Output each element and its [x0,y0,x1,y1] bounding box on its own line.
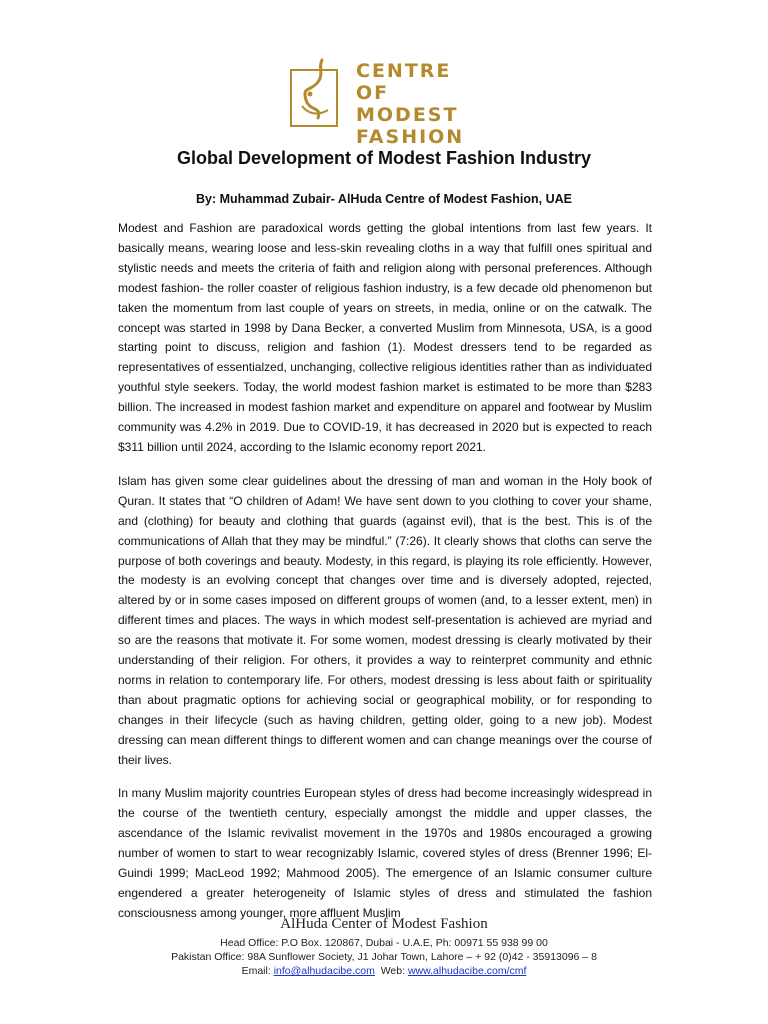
calligraphy-logo-icon [288,56,340,128]
logo-line-3: FASHION [356,126,465,148]
footer-contact [0,965,768,977]
email-label: Email: [241,965,271,977]
logo-wordmark [356,60,494,148]
email-link[interactable]: info@alhudacibe.com [273,965,375,977]
web-link[interactable]: www.alhudacibe.com/cmf [407,965,527,977]
logo-line-1: CENTRE [356,60,452,82]
author-byline: By: Muhammad Zubair- AlHuda Centre of Modest Fashion, UAE [196,192,572,206]
centre-logo [284,54,494,148]
page-title: Global Development of Modest Fashion Industry [176,148,592,168]
paragraph: Modest and Fashion are paradoxical words getting the global intentions from last few years. It basically means, wearing loose and less-skin revealing cloths in a way that fulfill ones spiritual and stylistic needs and meets the criteria of faith and religion along with personal preferences. Although modest fashion- the roller coaster of religious fashion industry, is a few decade old phenomenon but taken the momentum from last couple of years on streets, in media, online or on the catwalk. The concept was started in 1998 by Dana Becker, a converted Muslim from Minnesota, USA, is a good starting point to discuss, religion and fashion (1). Modest dressers tend to be regarded as representatives of essentialzed, unchanging, collective religious identities rather than as individuated youthful style seekers. Today, the world modest fashion market is estimated to be more than $283 billion. The increased in modest fashion market and expenditure on apparel and footwear by Muslim community was 4.2% in 2019. Due to COVID-19, it has decreased in 2020 but is expected to reach $311 billion until 2024, according to the Islamic economy report 2021. [118,221,652,454]
footer-pakistan-office: Pakistan Office: 98A Sunflower Society, J1 Johar Town, Lahore – + 92 (0)42 - 35913096 – 8 [171,951,597,963]
paragraph: Islam has given some clear guidelines about the dressing of man and woman in the Holy book of Quran. It states that “O children of Adam! We have sent down to you clothing to cover your shame, and (clothing) for beauty and clothing that guards (against evil), that is the best. This is of the communications of Allah that they may be mindful.” (7:26). It clearly shows that cloths can serve the purpose of both coverings and beauty. Modesty, in this regard, is playing its role efficiently. However, the modesty is an evolving concept that changes over time and is diversely adopted, rejected, altered by or in some cases imposed on different groups of women (and, to a lesser extent, men) in different times and places. The ways in which modest self-presentation is achieved are myriad and so are the reasons that motivate it. For some women, modest dressing is clearly motivated by their understanding of their religion. For others, it provides a way to reinterpret community and ethnic norms in relation to contemporary life. For others, modest dressing is less about faith or spirituality than about pragmatic options for achieving social or geographical mobility, or for responding to changes in their lifecycle (such as having children, getting older, going to a new job). Modest dressing can mean different things to different women and can change meanings over the course of their lives. [118,473,652,767]
web-label: Web: [380,965,406,977]
logo-line-2: OF MODEST [356,82,459,126]
footer-head-office: Head Office: P.O Box. 120867, Dubai - U.A.E, Ph: 00971 55 938 99 00 [220,937,548,949]
article-body [118,219,652,938]
paragraph: In many Muslim majority countries European styles of dress had become increasingly widespread in the course of the twentieth century, especially amongst the middle and upper classes, the ascendance of the Islamic revivalist movement in the 1970s and 1980s encouraged a growing number of women to start to wear recognizably Islamic, covered styles of dress (Brenner 1996; El-Guindi 1999; MacLeod 1992; Mahmood 2005). The emergence of an Islamic consumer culture engendered a greater heterogeneity of Islamic styles of dress and stimulated the fashion consciousness among younger, more affluent Muslim [118,786,652,920]
footer-org-name: AlHuda Center of Modest Fashion [280,916,488,932]
